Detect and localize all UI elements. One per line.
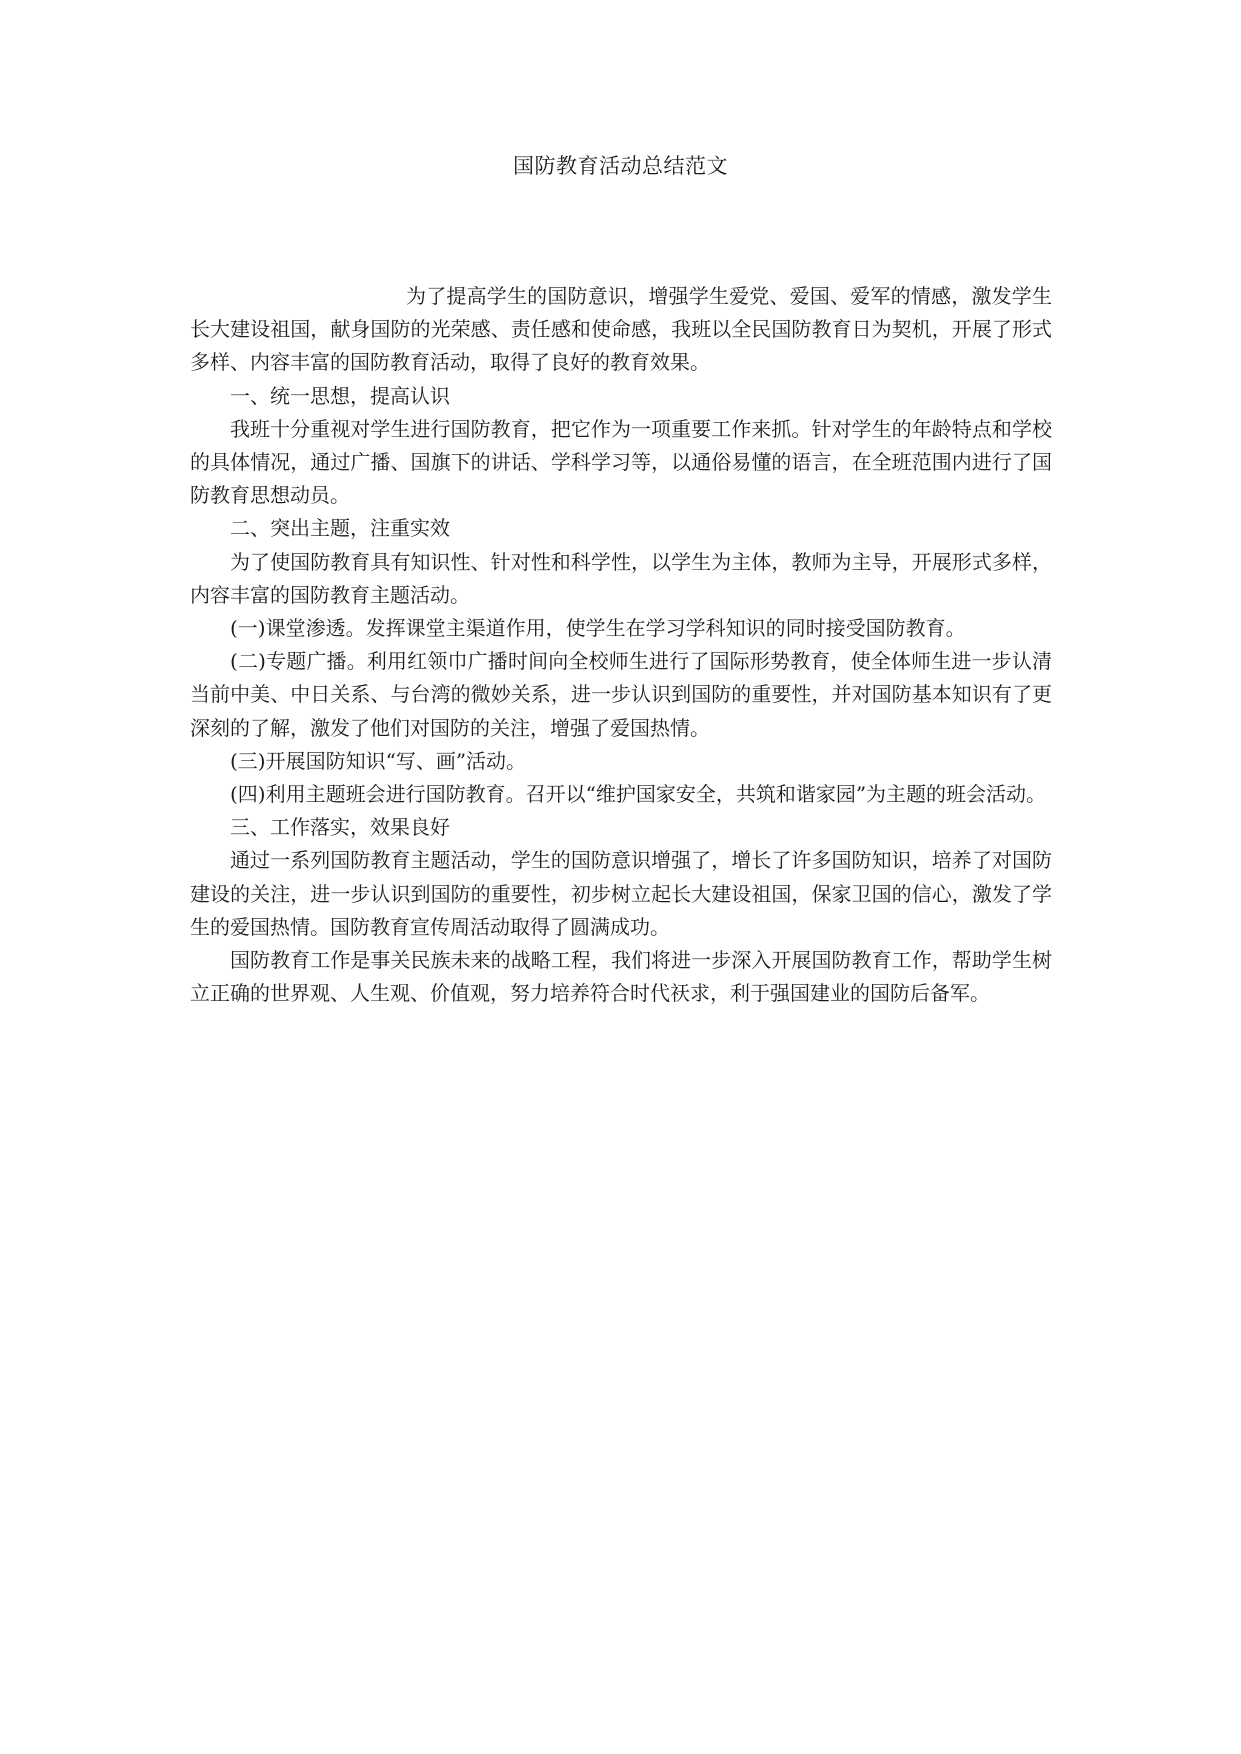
body-paragraph: 通过一系列国防教育主题活动，学生的国防意识增强了，增长了许多国防知识，培养了对国防建设的关注，进一步认识到国防的重要性，初步树立起长大建设祖国，保家卫国的信心，激发了学生的爱国热情。国防教育宣传周活动取得了圆满成功。 — [190, 848, 1052, 939]
body-paragraph: 我班十分重视对学生进行国防教育，把它作为一项重要工作来抓。针对学生的年龄特点和学校的具体情况，通过广播、国旗下的讲话、学科学习等，以通俗易懂的语言，在全班范围内进行了国防教育思想动员。 — [190, 416, 1052, 508]
document-body — [190, 280, 1052, 1010]
body-paragraph: 为了使国防教育具有知识性、针对性和科学性，以学生为主体，教师为主导，开展形式多样，内容丰富的国防教育主题活动。 — [190, 549, 1052, 607]
section-heading-1: 一、统一思想，提高认识 — [230, 383, 450, 408]
closing-paragraph: 国防教育工作是事关民族未来的战略工程，我们将进一步深入开展国防教育工作，帮助学生树立正确的世界观、人生观、价值观，努力培养符合时代祆求，利于强国建业的国防后备军。 — [190, 948, 1052, 1006]
list-item-2: (二)专题广播。利用红领巾广播时间向全校师生进行了国际形势教育，使全体师生进一步认清当前中美、中日关系、与台湾的微妙关系，进一步认识到国防的重要性，并对国防基本知识有了更深刻的了解，激发了他们对国防的关注，增强了爱国热情。 — [190, 649, 1052, 740]
section-heading-3: 三、工作落实，效果良好 — [230, 815, 450, 840]
list-item-4: (四)利用主题班会进行国防教育。召开以“维护国家安全，共筑和谐家园”为主题的班会活动。 — [230, 782, 1047, 807]
list-item-3: (三)开展国防知识“写、画”活动。 — [230, 748, 527, 773]
intro-paragraph: 为了提高学生的国防意识，增强学生爱党、爱国、爱军的情感，激发学生长大建设祖国，献身国防的光荣感、责任感和使命感，我班以全民国防教育日为契机，开展了形式多样、内容丰富的国防教育活动，取得了良好的教育效果。 — [190, 284, 1052, 375]
document-title: 国防教育活动总结范文 — [513, 154, 728, 178]
section-heading-2: 二、突出主题，注重实效 — [230, 516, 450, 541]
list-item-1: (一)课堂渗透。发挥课堂主渠道作用，使学生在学习学科知识的同时接受国防教育。 — [230, 616, 966, 641]
